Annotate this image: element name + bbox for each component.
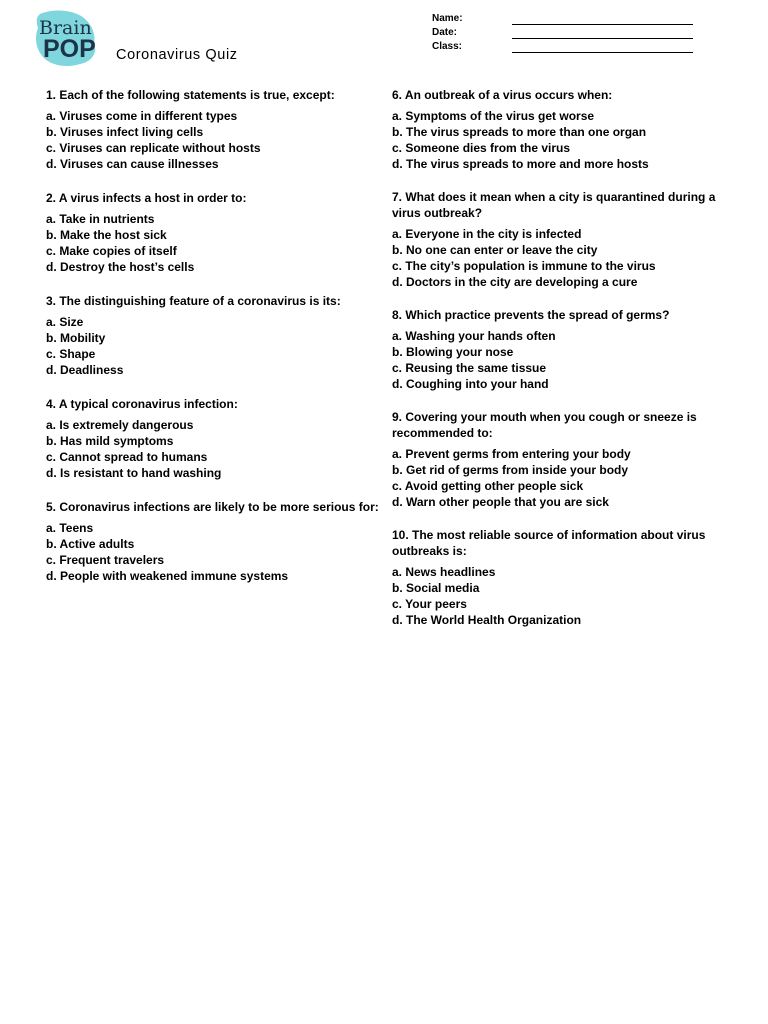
answer-option: d. Doctors in the city are developing a cure [392,275,638,289]
answer-option: a. Viruses come in different types [46,109,238,123]
question-8 [392,307,732,392]
answer-option: d. Viruses can cause illnesses [46,157,219,171]
name-line[interactable] [512,24,693,25]
answer-option: c. Viruses can replicate without hosts [46,141,261,155]
header-fields [432,13,694,55]
answer-option: d. The virus spreads to more and more hosts [392,157,649,171]
answer-option: d. The World Health Organization [392,613,582,627]
class-label: Class: [432,41,463,52]
answer-option: a. Prevent germs from entering your body [392,447,631,461]
brainpop-logo [32,8,102,70]
answer-option: b. Viruses infect living cells [46,125,204,139]
question-1 [46,87,382,172]
question-text: 2. A virus infects a host in order to: [46,191,247,205]
question-text: 10. The most reliable source of information about virus outbreaks is: [392,528,706,558]
question-6 [392,87,732,172]
date-line[interactable] [512,38,693,39]
answer-option: c. Cannot spread to humans [46,450,208,464]
answer-option: d. People with weakened immune systems [46,569,289,583]
answer-option: a. News headlines [392,565,496,579]
question-10 [392,527,732,628]
answer-option: c. Shape [46,347,96,361]
answer-option: a. Teens [46,521,94,535]
question-text: 5. Coronavirus infections are likely to be more serious for: [46,500,379,514]
question-text: 4. A typical coronavirus infection: [46,397,238,411]
date-field[interactable] [432,27,694,41]
question-text: 9. Covering your mouth when you cough or sneeze is recommended to: [392,410,697,440]
question-text: 3. The distinguishing feature of a coronavirus is its: [46,294,341,308]
answer-option: b. Has mild symptoms [46,434,174,448]
question-text: 6. An outbreak of a virus occurs when: [392,88,613,102]
question-2 [46,190,382,275]
answer-option: d. Is resistant to hand washing [46,466,222,480]
logo-pop-text: POP [43,35,96,63]
answer-option: c. Frequent travelers [46,553,165,567]
class-field[interactable] [432,41,694,55]
name-label: Name: [432,13,463,24]
answer-option: a. Size [46,315,84,329]
questions-right-column [392,87,732,645]
answer-option: d. Warn other people that you are sick [392,495,609,509]
question-3 [46,293,382,378]
answer-option: d. Coughing into your hand [392,377,549,391]
answer-option: b. The virus spreads to more than one organ [392,125,647,139]
answer-option: b. Get rid of germs from inside your body [392,463,629,477]
class-line[interactable] [512,52,693,53]
question-5 [46,499,382,584]
questions-left-column [46,87,382,602]
answer-option: a. Everyone in the city is infected [392,227,582,241]
date-label: Date: [432,27,458,38]
name-field[interactable] [432,13,694,27]
logo-brain-text: Brain [39,17,92,39]
answer-option: b. No one can enter or leave the city [392,243,598,257]
answer-option: c. Avoid getting other people sick [392,479,584,493]
question-text: 7. What does it mean when a city is quarantined during a virus outbreak? [392,190,716,220]
question-9 [392,409,732,510]
answer-option: c. The city’s population is immune to the virus [392,259,656,273]
answer-option: c. Reusing the same tissue [392,361,547,375]
page-title: Coronavirus Quiz [116,47,238,63]
answer-option: a. Take in nutrients [46,212,155,226]
answer-option: a. Washing your hands often [392,329,556,343]
question-4 [46,396,382,481]
answer-option: d. Deadliness [46,363,124,377]
answer-option: c. Your peers [392,597,467,611]
question-text: 8. Which practice prevents the spread of germs? [392,308,670,322]
answer-option: a. Symptoms of the virus get worse [392,109,595,123]
answer-option: b. Blowing your nose [392,345,514,359]
answer-option: b. Make the host sick [46,228,167,242]
answer-option: b. Active adults [46,537,135,551]
answer-option: c. Make copies of itself [46,244,177,258]
answer-option: b. Mobility [46,331,106,345]
answer-option: a. Is extremely dangerous [46,418,194,432]
answer-option: c. Someone dies from the virus [392,141,571,155]
question-text: 1. Each of the following statements is true, except: [46,88,335,102]
answer-option: d. Destroy the host’s cells [46,260,195,274]
question-7 [392,189,732,290]
answer-option: b. Social media [392,581,480,595]
